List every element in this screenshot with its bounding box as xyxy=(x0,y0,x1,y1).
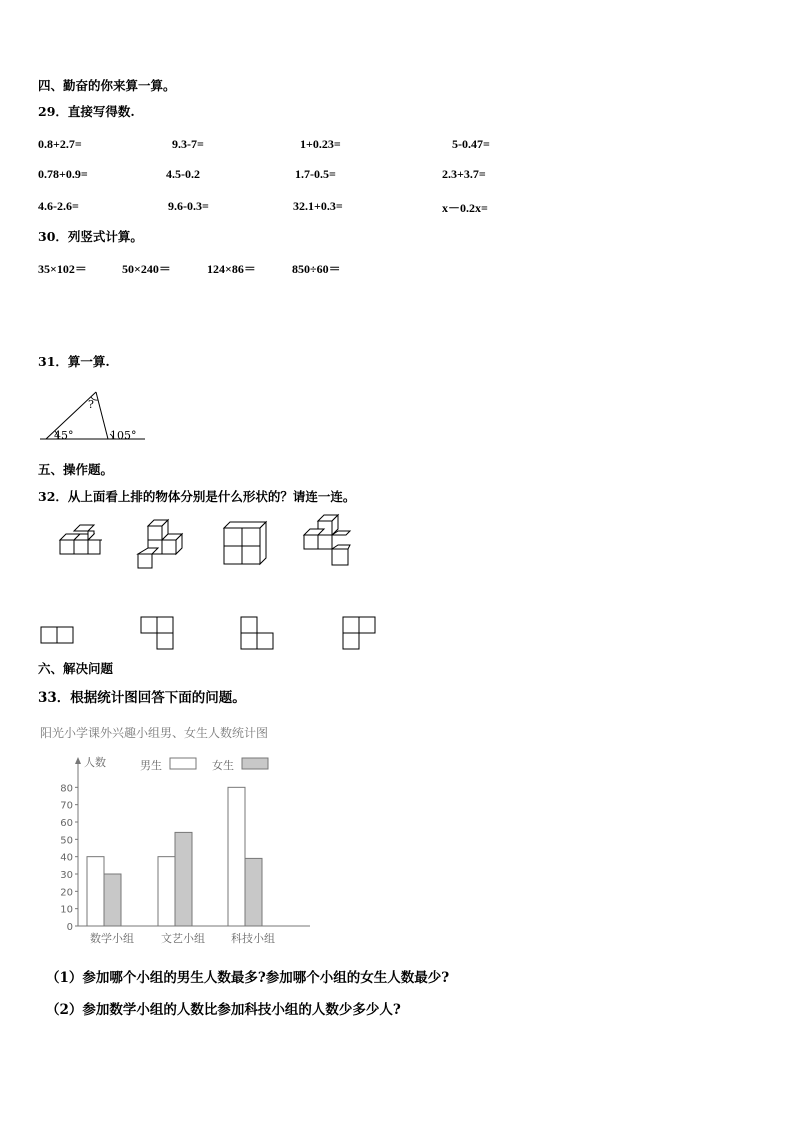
q30-item-1: 35×102＝ xyxy=(38,262,87,276)
y-axis-arrow xyxy=(75,757,81,764)
legend-label-2: 女生 xyxy=(212,759,234,772)
top-view-shape-4 xyxy=(342,616,378,652)
q29-r2c2: 4.5-0.2 xyxy=(166,167,200,181)
y-tick-label: 10 xyxy=(60,904,73,916)
chart-bars xyxy=(87,787,262,926)
x-tick-label: 文艺小组 xyxy=(161,932,205,945)
top-view-shape-1 xyxy=(40,626,76,644)
legend-swatch-1 xyxy=(170,758,196,769)
chart-legend xyxy=(140,758,268,772)
angle-unknown-label: ? xyxy=(88,398,94,411)
q29-r1c3: 1+0.23= xyxy=(300,137,341,151)
y-tick-label: 0 xyxy=(66,922,73,933)
q29-r3c3: 32.1+0.3= xyxy=(293,199,343,213)
bar-boys-3 xyxy=(228,787,245,926)
q29-r3c4: x－0.2x= xyxy=(442,201,488,215)
x-tick-label: 数学小组 xyxy=(90,932,134,945)
q30-item-2: 50×240＝ xyxy=(122,262,171,276)
q30-item-4: 850÷60＝ xyxy=(292,262,341,276)
bar-chart xyxy=(40,748,320,953)
q33-label: 33．根据统计图回答下面的问题。 xyxy=(38,690,246,706)
y-tick-label: 60 xyxy=(60,818,73,829)
q30-label: 30．列竖式计算。 xyxy=(38,229,143,244)
q29-r3c2: 9.6-0.3= xyxy=(168,199,209,213)
y-tick-label: 80 xyxy=(60,783,73,795)
q29-r2c4: 2.3+3.7= xyxy=(442,167,486,181)
q29-label: 29．直接写得数. xyxy=(38,104,135,119)
cube-group-1 xyxy=(56,528,106,568)
x-tick-label: 科技小组 xyxy=(231,932,275,945)
cube-group-3 xyxy=(222,522,268,568)
angle-105-label: 105° xyxy=(110,429,137,442)
q29-r1c1: 0.8+2.7= xyxy=(38,137,82,151)
q32-label: 32．从上面看上排的物体分别是什么形状的？请连一连。 xyxy=(38,489,356,504)
q29-r1c4: 5-0.47= xyxy=(452,137,490,151)
section-5-title: 五、操作题。 xyxy=(38,462,114,477)
cube-group-2 xyxy=(136,520,188,570)
cube-group-4 xyxy=(300,515,356,569)
y-tick-label: 50 xyxy=(60,835,73,847)
y-tick-label: 20 xyxy=(60,887,73,899)
legend-label-1: 男生 xyxy=(140,759,162,772)
q33-sub2: （2）参加数学小组的人数比参加科技小组的人数少多少人? xyxy=(46,1002,401,1018)
top-view-shape-2 xyxy=(140,616,176,652)
angle-45-label: 45° xyxy=(54,429,74,442)
top-view-shape-3 xyxy=(240,616,276,652)
q33-sub1: （1）参加哪个小组的男生人数最多?参加哪个小组的女生人数最少? xyxy=(46,970,450,986)
q29-r2c3: 1.7-0.5= xyxy=(295,167,336,181)
section-4-title: 四、勤奋的你来算一算。 xyxy=(38,78,176,93)
bar-girls-1 xyxy=(104,874,121,926)
q30-item-3: 124×86＝ xyxy=(207,262,256,276)
bar-girls-3 xyxy=(245,858,262,926)
legend-swatch-2 xyxy=(242,758,268,769)
y-tick-label: 30 xyxy=(60,870,73,881)
y-tick-label: 70 xyxy=(60,800,73,812)
q29-r3c1: 4.6-2.6= xyxy=(38,199,79,213)
y-tick-label: 40 xyxy=(60,852,73,864)
bar-boys-1 xyxy=(87,857,104,926)
q29-r1c2: 9.3-7= xyxy=(172,137,204,151)
q31-label: 31．算一算. xyxy=(38,354,110,369)
y-axis-label: 人数 xyxy=(84,756,106,769)
bar-boys-2 xyxy=(158,857,175,926)
chart-title: 阳光小学课外兴趣小组男、女生人数统计图 xyxy=(40,726,269,740)
q29-r2c1: 0.78+0.9= xyxy=(38,167,88,181)
bar-girls-2 xyxy=(175,832,192,926)
section-6-title: 六、解决问题 xyxy=(38,661,114,676)
